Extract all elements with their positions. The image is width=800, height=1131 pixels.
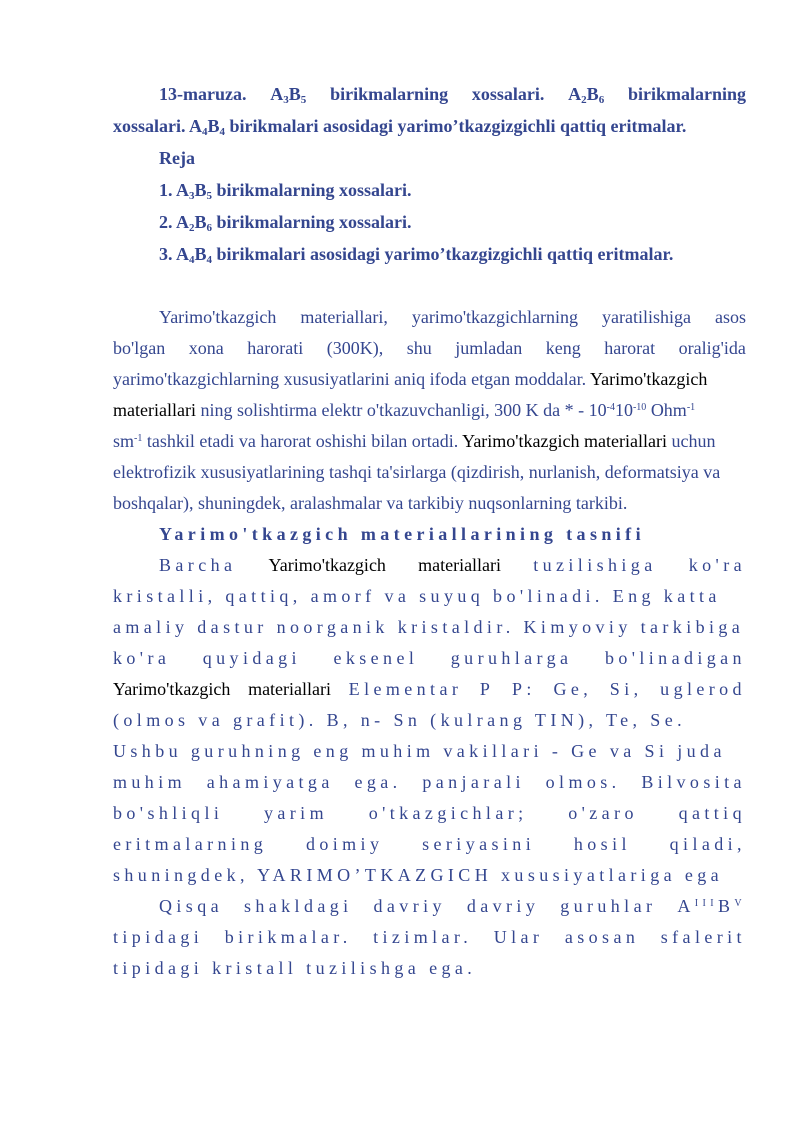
para2-line-1: Barcha Yarimo'tkazgich materiallari tuzilishiga ko'ra — [159, 555, 746, 575]
para3-line-2: tipidagi birikmalar. tizimlar. Ular asosan sfalerit — [113, 927, 746, 947]
title-line-1 — [113, 78, 746, 110]
spacer — [113, 270, 746, 302]
para2-line-3: amaliy dastur noorganik kristaldir. Kimyoviy tarkibiga — [113, 617, 745, 637]
section-heading: Yarimo'tkazgich materiallarining tasnifi — [159, 524, 645, 544]
para2-line-11: shuningdek, YARIMO’TKAZGICH xususiyatlariga ega — [113, 865, 724, 885]
para2-line-9: bo'shliqli yarim o'tkazgichlar; o'zaro qattiq — [113, 803, 746, 823]
para1-line-1: Yarimo'tkazgich materiallari, yarimo'tkazgichlarning yaratilishiga asos — [159, 307, 746, 327]
para2-line-2: kristalli, qattiq, amorf va suyuq bo'linadi. Eng katta — [113, 586, 721, 606]
para2-line-10: eritmalarning doimiy seriyasini hosil qiladi, — [113, 834, 746, 854]
reja-item-1: 1. $A_3B_5$ birikmalarning xossalari. — [159, 180, 412, 202]
para1-line-4: materiallari ning solishtirma elektr o'tkazuvchanligi, 300 K da * - $10^{-4}10^{-10}$ Ohm$^{-1}$ — [113, 400, 696, 420]
para2-line-5: Yarimo'tkazgich materiallari Elementar P P: Ge, Si, uglerod — [113, 679, 746, 699]
title-formula: $A_3B_5$ — [270, 84, 307, 106]
reja-label: Reja — [159, 148, 195, 168]
para1-line-7: boshqalar), shuningdek, aralashmalar va tarkibiy nuqsonlarning tarkibi. — [113, 493, 628, 513]
para1-line-5: $sm^{-1}$ tashkil etadi va harorat oshishi bilan ortadi. Yarimo'tkazgich materiallari uchun — [113, 431, 716, 451]
para1-line-2: bo'lgan xona harorati (300K), shu jumladan keng harorat oralig'ida — [113, 338, 746, 358]
title-word: birikmalarning — [627, 84, 746, 104]
title-line-2: xossalari. $A_4B_4$ birikmalari asosidagi yarimo’tkazgizgichli qattiq eritmalar. — [113, 116, 687, 138]
title-word: xossalari. — [471, 84, 545, 104]
para1-line-3: yarimo'tkazgichlarning xususiyatlarini aniq ifoda etgan moddalar. Yarimo'tkazgich — [113, 369, 708, 389]
para2-line-8: muhim ahamiyatga ega. panjarali olmos. Bilvosita — [113, 772, 746, 792]
reja-item-2: 2. $A_2B_6$ birikmalarning xossalari. — [159, 212, 412, 234]
para2-line-7: Ushbu guruhning eng muhim vakillari - Ge va Si juda — [113, 741, 726, 761]
para2-line-4: ko'ra quyidagi eksenel guruhlarga bo'linadigan — [113, 648, 746, 668]
title-formula: $A_2B_6$ — [568, 84, 605, 106]
formula-a3b5: $A^{III}B^V$ — [677, 896, 746, 916]
para3-line-3: tipidagi kristall tuzilishga ega. — [113, 958, 477, 978]
title-word: 13-maruza. — [159, 84, 247, 104]
title-word: birikmalarning — [330, 84, 449, 104]
reja-item-3: 3. $A_4B_4$ birikmalari asosidagi yarimo’tkazgizgichli qattiq eritmalar. — [159, 244, 674, 266]
para2-line-6: (olmos va grafit). B, n- Sn (kulrang TIN), Te, Se. — [113, 710, 687, 730]
para1-line-6: elektrofizik xususiyatlarining tashqi ta'sirlarga (qizdirish, nurlanish, deformatsiya va — [113, 462, 721, 482]
para3-line-1: Qisqa shakldagi davriy davriy guruhlar $A^{III}B^V$ — [113, 891, 746, 922]
